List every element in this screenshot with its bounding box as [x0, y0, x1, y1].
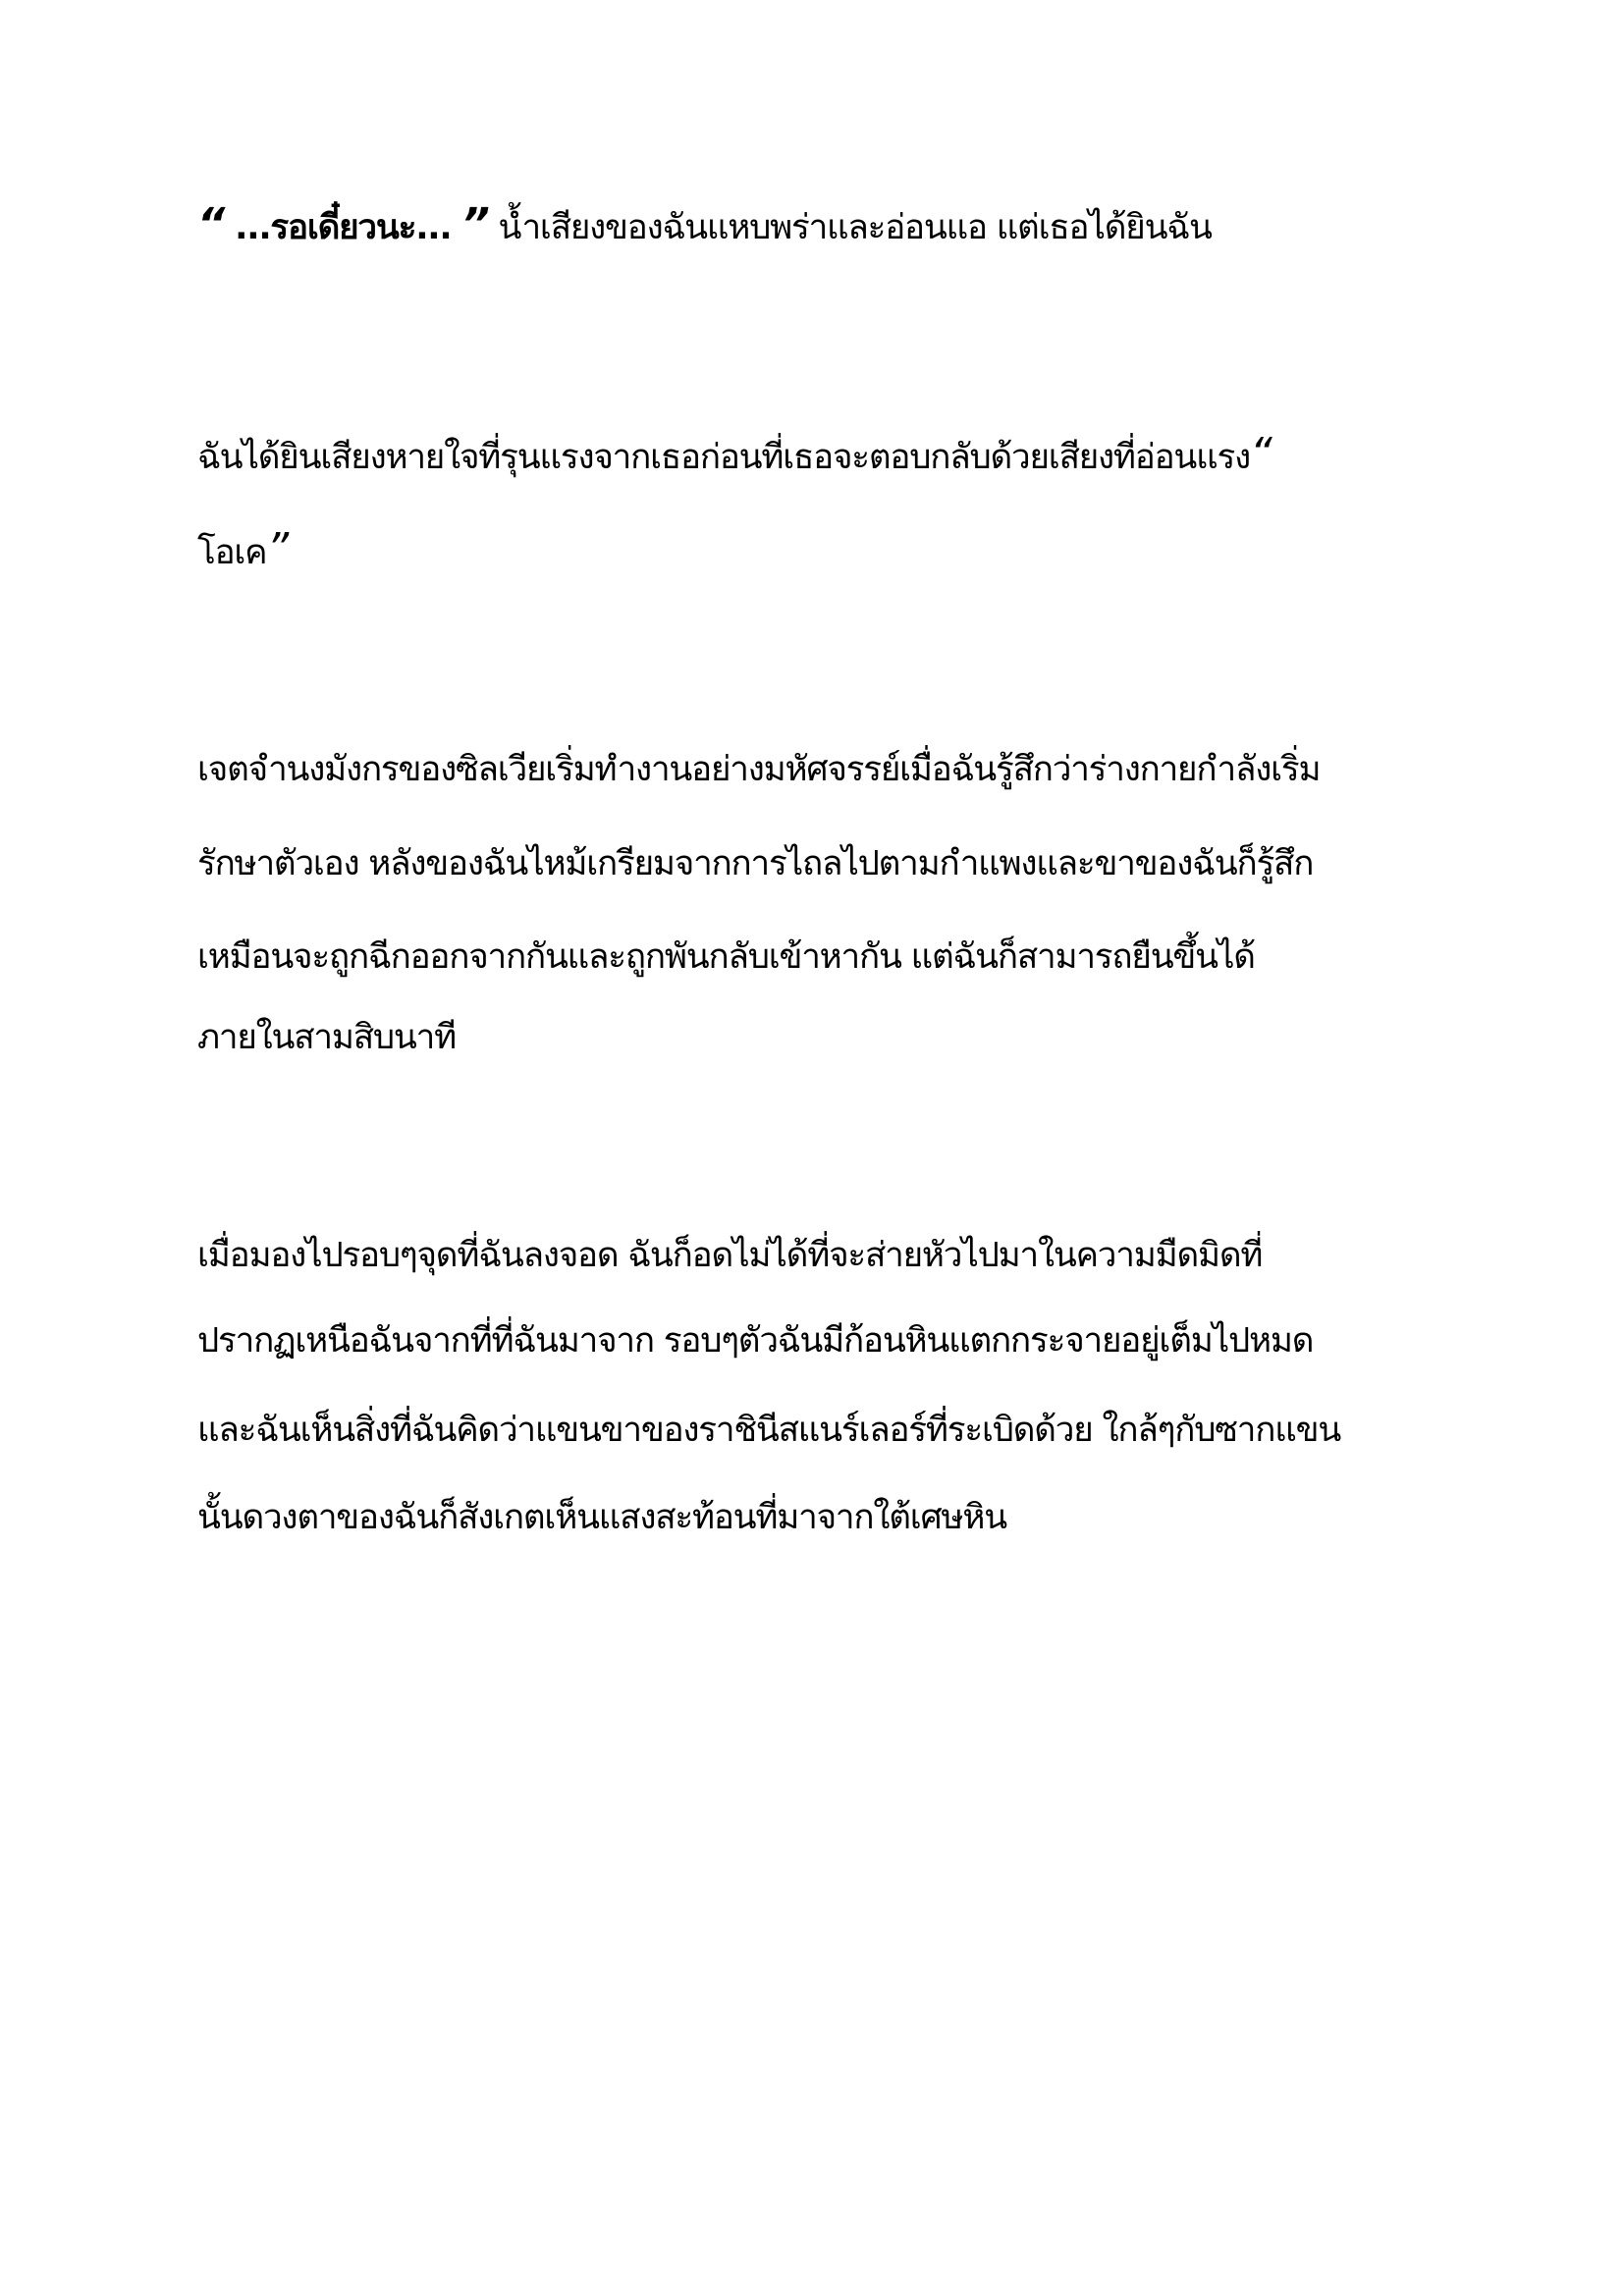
dialogue-text: ...รอเดี๋ยวนะ...: [224, 208, 462, 247]
paragraph-4-line-2: [197, 1316, 1313, 1365]
paragraph-4-line-1: [197, 1231, 1262, 1280]
paragraph-text: และฉันเห็นสิ่งที่ฉันคิดว่าแขนขาของราชินีสแนร์เลอร์ที่ระเบิดด้วย ใกล้ๆกับซากแขน: [197, 1411, 1341, 1450]
paragraph-text: ภายในสามสิบนาที: [197, 1018, 456, 1057]
paragraph-text: รักษาตัวเอง หลังของฉันไหม้เกรียมจากการไถลไปตามกำแพงและขาของฉันก็รู้สึก: [197, 844, 1314, 883]
paragraph-text: โอเค: [197, 533, 267, 572]
paragraph-text: เจตจำนงมังกรของซิลเวียเริ่มทำงานอย่างมหัศจรรย์เมื่อฉันรู้สึกว่าร่างกายกำลังเริ่ม: [197, 750, 1321, 789]
paragraph-3-line-2: [197, 839, 1313, 888]
paragraph-3-line-4: [197, 1013, 456, 1062]
paragraph-text: นั้นดวงตาของฉันก็สังเกตเห็นแสงสะท้อนที่มาจากใต้เศษหิน: [197, 1498, 1007, 1537]
paragraph-4-line-3: [197, 1406, 1340, 1455]
paragraph-text: เหมือนจะถูกฉีกออกจากกันและถูกพันกลับเข้าหากัน แต่ฉันก็สามารถยืนขึ้นได้: [197, 937, 1255, 977]
close-quote: ”: [461, 199, 489, 249]
paragraph-text: เมื่อมองไปรอบๆจุดที่ฉันลงจอด ฉันก็อดไม่ได้ที่จะส่ายหัวไปมาในความมืดมิดที่: [197, 1236, 1263, 1275]
paragraph-1-line-1: [197, 200, 1212, 252]
paragraph-3-line-1: [197, 745, 1320, 794]
paragraph-text: ฉันได้ยินเสียงหายใจที่รุนแรงจากเธอก่อนที่เธอจะตอบกลับด้วยเสียงที่อ่อนแรง: [197, 438, 1251, 477]
paragraph-4-line-4: [197, 1493, 1006, 1542]
paragraph-2-line-2: [197, 525, 288, 577]
paragraph-text: ปรากฏเหนือฉันจากที่ที่ฉันมาจาก รอบๆตัวฉันมีก้อนหินแตกกระจายอยู่เต็มไปหมด: [197, 1321, 1314, 1361]
open-quote: “: [1250, 429, 1272, 479]
narration-text: น้ำเสียงของฉันแหบพร่าและอ่อนแอ แต่เธอได้ยินฉัน: [488, 208, 1212, 247]
paragraph-2-line-1: [197, 430, 1272, 482]
paragraph-3-line-3: [197, 933, 1255, 982]
close-quote: ”: [266, 524, 289, 574]
open-quote: “: [197, 199, 225, 249]
